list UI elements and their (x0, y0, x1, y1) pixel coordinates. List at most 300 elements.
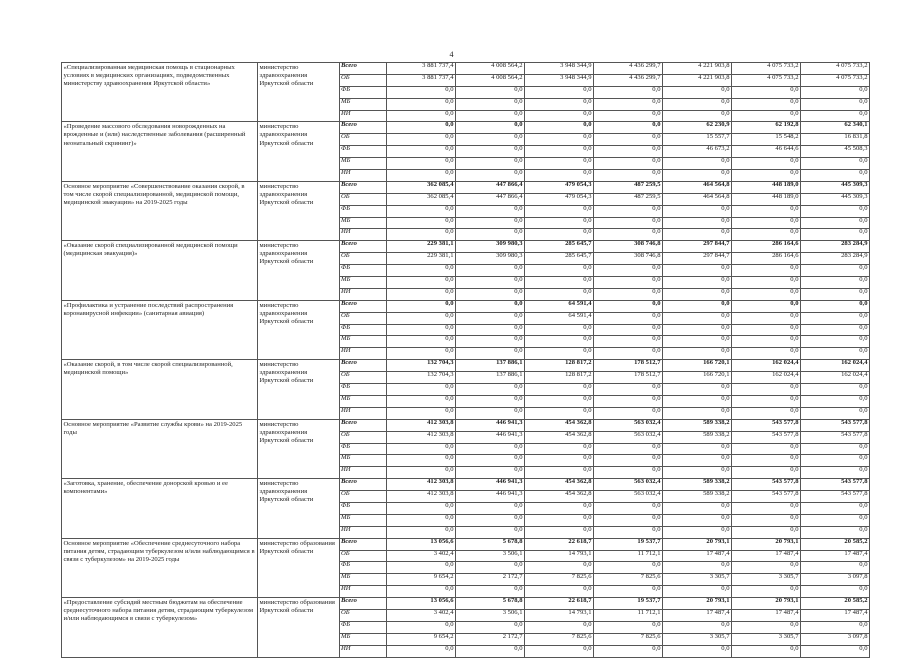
amount-cell: 0,0 (387, 395, 456, 407)
amount-cell: 0,0 (525, 526, 594, 538)
amount-cell: 0,0 (801, 455, 870, 467)
amount-cell: 308 746,8 (594, 241, 663, 253)
amount-cell: 22 618,7 (525, 538, 594, 550)
amount-cell: 446 941,3 (456, 419, 525, 431)
amount-cell: 0,0 (663, 526, 732, 538)
responsible-executor: министерство здравоохранения Иркутской области (258, 122, 340, 181)
amount-cell: 0,0 (801, 348, 870, 360)
amount-cell: 0,0 (801, 158, 870, 170)
amount-cell: 132 704,3 (387, 372, 456, 384)
table-row (62, 598, 870, 610)
amount-cell: 0,0 (387, 312, 456, 324)
amount-cell: 0,0 (387, 205, 456, 217)
funding-source: ФБ (340, 384, 387, 396)
funding-source: ИИ (340, 229, 387, 241)
amount-cell: 0,0 (594, 300, 663, 312)
amount-cell: 454 362,8 (525, 431, 594, 443)
amount-cell: 286 164,6 (732, 241, 801, 253)
funding-source: Всего (340, 419, 387, 431)
amount-cell: 0,0 (663, 407, 732, 419)
amount-cell: 0,0 (387, 467, 456, 479)
amount-cell: 0,0 (801, 384, 870, 396)
amount-cell: 3 305,7 (663, 574, 732, 586)
amount-cell: 446 941,3 (456, 491, 525, 503)
amount-cell: 0,0 (801, 407, 870, 419)
funding-source: ФБ (340, 621, 387, 633)
amount-cell: 543 577,8 (801, 419, 870, 431)
amount-cell: 0,0 (525, 122, 594, 134)
amount-cell: 0,0 (387, 324, 456, 336)
amount-cell: 0,0 (663, 467, 732, 479)
amount-cell: 0,0 (456, 562, 525, 574)
amount-cell: 0,0 (387, 621, 456, 633)
responsible-executor: министерство здравоохранения Иркутской области (258, 181, 340, 240)
table-body (62, 63, 870, 658)
funding-source: ОБ (340, 372, 387, 384)
funding-source: ОБ (340, 193, 387, 205)
amount-cell: 0,0 (732, 455, 801, 467)
amount-cell: 3 305,7 (732, 574, 801, 586)
amount-cell: 464 564,8 (663, 181, 732, 193)
amount-cell: 0,0 (594, 395, 663, 407)
amount-cell: 16 831,8 (801, 134, 870, 146)
amount-cell: 162 024,4 (732, 372, 801, 384)
amount-cell: 0,0 (525, 134, 594, 146)
amount-cell: 0,0 (732, 312, 801, 324)
funding-source: ОБ (340, 609, 387, 621)
amount-cell: 0,0 (594, 562, 663, 574)
amount-cell: 0,0 (732, 98, 801, 110)
amount-cell: 285 645,7 (525, 253, 594, 265)
funding-source: Всего (340, 241, 387, 253)
amount-cell: 0,0 (594, 158, 663, 170)
amount-cell: 166 720,1 (663, 360, 732, 372)
amount-cell: 178 512,7 (594, 360, 663, 372)
amount-cell: 0,0 (801, 467, 870, 479)
amount-cell: 0,0 (525, 645, 594, 657)
amount-cell: 3 948 344,9 (525, 63, 594, 75)
amount-cell: 0,0 (525, 324, 594, 336)
amount-cell: 0,0 (663, 502, 732, 514)
amount-cell: 0,0 (663, 395, 732, 407)
amount-cell: 446 941,3 (456, 479, 525, 491)
amount-cell: 0,0 (732, 502, 801, 514)
amount-cell: 447 866,4 (456, 193, 525, 205)
activity-description: «Заготовка, хранение, обеспечение донорской кровью и ее компонентами» (62, 479, 258, 538)
amount-cell: 0,0 (594, 98, 663, 110)
funding-source: ФБ (340, 146, 387, 158)
funding-source: ИИ (340, 348, 387, 360)
amount-cell: 445 309,3 (801, 181, 870, 193)
amount-cell: 0,0 (594, 324, 663, 336)
amount-cell: 0,0 (525, 265, 594, 277)
amount-cell: 285 645,7 (525, 241, 594, 253)
amount-cell: 0,0 (663, 98, 732, 110)
funding-source: МБ (340, 455, 387, 467)
amount-cell: 445 309,3 (801, 193, 870, 205)
amount-cell: 0,0 (801, 229, 870, 241)
amount-cell: 46 644,6 (732, 146, 801, 158)
amount-cell: 0,0 (525, 455, 594, 467)
budget-table (61, 62, 870, 658)
amount-cell: 308 746,8 (594, 253, 663, 265)
amount-cell: 0,0 (456, 205, 525, 217)
amount-cell: 0,0 (594, 621, 663, 633)
amount-cell: 309 980,3 (456, 241, 525, 253)
amount-cell: 2 172,7 (456, 633, 525, 645)
amount-cell: 0,0 (663, 586, 732, 598)
amount-cell: 0,0 (732, 265, 801, 277)
funding-source: ИИ (340, 526, 387, 538)
amount-cell: 4 221 903,8 (663, 74, 732, 86)
amount-cell: 17 487,4 (732, 550, 801, 562)
amount-cell: 13 056,6 (387, 598, 456, 610)
amount-cell: 0,0 (801, 205, 870, 217)
funding-source: ОБ (340, 253, 387, 265)
amount-cell: 15 557,7 (663, 134, 732, 146)
amount-cell: 0,0 (525, 502, 594, 514)
funding-source: ИИ (340, 288, 387, 300)
amount-cell: 0,0 (456, 86, 525, 98)
amount-cell: 0,0 (456, 312, 525, 324)
amount-cell: 0,0 (732, 110, 801, 122)
amount-cell: 0,0 (387, 586, 456, 598)
amount-cell: 128 817,2 (525, 360, 594, 372)
amount-cell: 229 381,1 (387, 253, 456, 265)
amount-cell: 563 032,4 (594, 479, 663, 491)
amount-cell: 162 024,4 (801, 372, 870, 384)
amount-cell: 0,0 (801, 300, 870, 312)
amount-cell: 0,0 (594, 312, 663, 324)
amount-cell: 0,0 (456, 395, 525, 407)
responsible-executor: министерство здравоохранения Иркутской области (258, 419, 340, 478)
funding-source: ФБ (340, 562, 387, 574)
amount-cell: 0,0 (456, 98, 525, 110)
amount-cell: 0,0 (663, 170, 732, 182)
amount-cell: 4 008 564,2 (456, 63, 525, 75)
amount-cell: 0,0 (594, 514, 663, 526)
amount-cell: 362 085,4 (387, 193, 456, 205)
amount-cell: 0,0 (387, 407, 456, 419)
amount-cell: 0,0 (801, 277, 870, 289)
responsible-executor: министерство образования Иркутской области (258, 598, 340, 657)
amount-cell: 0,0 (525, 146, 594, 158)
amount-cell: 62 192,8 (732, 122, 801, 134)
responsible-executor: министерство здравоохранения Иркутской области (258, 479, 340, 538)
amount-cell: 0,0 (663, 229, 732, 241)
amount-cell: 309 980,3 (456, 253, 525, 265)
amount-cell: 0,0 (801, 395, 870, 407)
amount-cell: 0,0 (663, 384, 732, 396)
amount-cell: 0,0 (801, 312, 870, 324)
amount-cell: 17 487,4 (801, 609, 870, 621)
amount-cell: 20 585,2 (801, 598, 870, 610)
amount-cell: 0,0 (594, 526, 663, 538)
amount-cell: 0,0 (732, 170, 801, 182)
amount-cell: 7 825,6 (525, 633, 594, 645)
amount-cell: 0,0 (594, 110, 663, 122)
amount-cell: 0,0 (387, 348, 456, 360)
amount-cell: 3 097,8 (801, 633, 870, 645)
activity-description: «Проведение массового обследования новорожденных на врожденные и (или) наследственные заболевания (расширенный неонатальный скрининг)» (62, 122, 258, 181)
amount-cell: 283 284,9 (801, 241, 870, 253)
amount-cell: 13 056,6 (387, 538, 456, 550)
amount-cell: 0,0 (801, 110, 870, 122)
amount-cell: 0,0 (801, 502, 870, 514)
amount-cell: 0,0 (456, 586, 525, 598)
amount-cell: 0,0 (456, 514, 525, 526)
amount-cell: 0,0 (732, 384, 801, 396)
amount-cell: 0,0 (801, 288, 870, 300)
amount-cell: 0,0 (387, 288, 456, 300)
funding-source: ИИ (340, 586, 387, 598)
funding-source: Всего (340, 360, 387, 372)
amount-cell: 0,0 (801, 586, 870, 598)
amount-cell: 0,0 (732, 621, 801, 633)
activity-description: «Специализированная медицинская помощь в стационарных условиях в медицинских организациях, подведомственных министерству здравоохранения Иркутской области» (62, 63, 258, 122)
funding-source: ФБ (340, 86, 387, 98)
amount-cell: 412 303,8 (387, 479, 456, 491)
amount-cell: 0,0 (525, 395, 594, 407)
amount-cell: 137 886,1 (456, 360, 525, 372)
activity-description: «Предоставление субсидий местным бюджетам на обеспечение среднесуточного набора питания детям, страдающим туберкулезом и/или наблюдающимся в связи с туберкулезом» (62, 598, 258, 657)
amount-cell: 0,0 (525, 384, 594, 396)
amount-cell: 454 362,8 (525, 491, 594, 503)
amount-cell: 4 075 733,2 (801, 74, 870, 86)
funding-source: ИИ (340, 645, 387, 657)
amount-cell: 0,0 (456, 134, 525, 146)
amount-cell: 0,0 (456, 300, 525, 312)
amount-cell: 0,0 (387, 98, 456, 110)
amount-cell: 0,0 (594, 384, 663, 396)
activity-description: «Оказание скорой специализированной медицинской помощи (медицинская эвакуация)» (62, 241, 258, 300)
amount-cell: 543 577,8 (801, 479, 870, 491)
funding-source: Всего (340, 181, 387, 193)
amount-cell: 0,0 (732, 336, 801, 348)
amount-cell: 412 303,8 (387, 419, 456, 431)
amount-cell: 487 259,5 (594, 193, 663, 205)
amount-cell: 17 487,4 (663, 550, 732, 562)
amount-cell: 0,0 (525, 217, 594, 229)
amount-cell: 0,0 (732, 229, 801, 241)
amount-cell: 0,0 (387, 455, 456, 467)
funding-source: МБ (340, 514, 387, 526)
amount-cell: 17 487,4 (663, 609, 732, 621)
responsible-executor: министерство здравоохранения Иркутской области (258, 241, 340, 300)
amount-cell: 0,0 (801, 265, 870, 277)
amount-cell: 0,0 (456, 526, 525, 538)
amount-cell: 0,0 (594, 217, 663, 229)
amount-cell: 3 881 737,4 (387, 63, 456, 75)
amount-cell: 0,0 (456, 229, 525, 241)
funding-source: ОБ (340, 491, 387, 503)
amount-cell: 0,0 (663, 455, 732, 467)
amount-cell: 0,0 (732, 586, 801, 598)
amount-cell: 0,0 (456, 277, 525, 289)
amount-cell: 0,0 (387, 134, 456, 146)
amount-cell: 0,0 (387, 122, 456, 134)
amount-cell: 128 817,2 (525, 372, 594, 384)
amount-cell: 286 164,6 (732, 253, 801, 265)
amount-cell: 20 793,1 (663, 538, 732, 550)
funding-source: МБ (340, 217, 387, 229)
page-number: 4 (449, 50, 454, 59)
funding-source: Всего (340, 538, 387, 550)
amount-cell: 0,0 (456, 265, 525, 277)
amount-cell: 0,0 (594, 348, 663, 360)
amount-cell: 0,0 (594, 336, 663, 348)
amount-cell: 0,0 (732, 562, 801, 574)
amount-cell: 543 577,8 (732, 431, 801, 443)
amount-cell: 4 075 733,2 (732, 63, 801, 75)
amount-cell: 0,0 (594, 146, 663, 158)
funding-source: МБ (340, 395, 387, 407)
amount-cell: 446 941,3 (456, 431, 525, 443)
amount-cell: 0,0 (387, 229, 456, 241)
amount-cell: 0,0 (801, 170, 870, 182)
funding-source: ИИ (340, 110, 387, 122)
amount-cell: 479 054,3 (525, 181, 594, 193)
amount-cell: 0,0 (387, 384, 456, 396)
funding-source: ФБ (340, 205, 387, 217)
amount-cell: 0,0 (594, 205, 663, 217)
amount-cell: 0,0 (663, 217, 732, 229)
amount-cell: 543 577,8 (801, 491, 870, 503)
funding-source: ИИ (340, 407, 387, 419)
amount-cell: 3 097,8 (801, 574, 870, 586)
amount-cell: 45 508,3 (801, 146, 870, 158)
amount-cell: 64 591,4 (525, 312, 594, 324)
amount-cell: 4 221 903,8 (663, 63, 732, 75)
amount-cell: 0,0 (663, 645, 732, 657)
amount-cell: 589 338,2 (663, 491, 732, 503)
amount-cell: 9 654,2 (387, 574, 456, 586)
amount-cell: 0,0 (594, 277, 663, 289)
amount-cell: 7 825,6 (525, 574, 594, 586)
amount-cell: 19 537,7 (594, 598, 663, 610)
amount-cell: 3 881 737,4 (387, 74, 456, 86)
amount-cell: 11 712,1 (594, 550, 663, 562)
amount-cell: 0,0 (456, 217, 525, 229)
funding-source: ОБ (340, 312, 387, 324)
amount-cell: 0,0 (594, 122, 663, 134)
amount-cell: 543 577,8 (732, 419, 801, 431)
amount-cell: 454 362,8 (525, 479, 594, 491)
amount-cell: 0,0 (387, 170, 456, 182)
amount-cell: 20 793,1 (663, 598, 732, 610)
amount-cell: 0,0 (663, 562, 732, 574)
amount-cell: 0,0 (525, 621, 594, 633)
amount-cell: 9 654,2 (387, 633, 456, 645)
responsible-executor: министерство здравоохранения Иркутской области (258, 63, 340, 122)
amount-cell: 20 793,1 (732, 538, 801, 550)
amount-cell: 0,0 (456, 170, 525, 182)
funding-source: ОБ (340, 74, 387, 86)
amount-cell: 543 577,8 (801, 431, 870, 443)
amount-cell: 0,0 (732, 324, 801, 336)
funding-source: ИИ (340, 467, 387, 479)
amount-cell: 0,0 (525, 110, 594, 122)
amount-cell: 0,0 (663, 324, 732, 336)
amount-cell: 0,0 (594, 86, 663, 98)
amount-cell: 0,0 (525, 277, 594, 289)
amount-cell: 0,0 (387, 336, 456, 348)
amount-cell: 0,0 (594, 265, 663, 277)
activity-description: Основное мероприятие «Совершенствование оказания скорой, в том числе скорой специализированной, медицинской помощи, медицинской эвакуации» на 2019-2025 годы (62, 181, 258, 240)
amount-cell: 0,0 (801, 86, 870, 98)
funding-source: ФБ (340, 502, 387, 514)
amount-cell: 0,0 (525, 586, 594, 598)
funding-source: Всего (340, 122, 387, 134)
amount-cell: 412 303,8 (387, 491, 456, 503)
amount-cell: 19 537,7 (594, 538, 663, 550)
amount-cell: 0,0 (732, 288, 801, 300)
amount-cell: 0,0 (663, 336, 732, 348)
funding-source: ФБ (340, 443, 387, 455)
responsible-executor: министерство здравоохранения Иркутской области (258, 360, 340, 419)
amount-cell: 22 618,7 (525, 598, 594, 610)
funding-source: МБ (340, 336, 387, 348)
amount-cell: 0,0 (594, 586, 663, 598)
amount-cell: 4 075 733,2 (732, 74, 801, 86)
amount-cell: 448 189,0 (732, 181, 801, 193)
amount-cell: 543 577,8 (732, 491, 801, 503)
amount-cell: 0,0 (801, 217, 870, 229)
amount-cell: 0,0 (663, 265, 732, 277)
amount-cell: 17 487,4 (801, 550, 870, 562)
table-row (62, 181, 870, 193)
amount-cell: 0,0 (594, 443, 663, 455)
amount-cell: 0,0 (456, 455, 525, 467)
funding-source: Всего (340, 479, 387, 491)
responsible-executor: министерство образования Иркутской области (258, 538, 340, 597)
responsible-executor: министерство здравоохранения Иркутской области (258, 300, 340, 359)
funding-source: МБ (340, 158, 387, 170)
amount-cell: 0,0 (594, 502, 663, 514)
amount-cell: 0,0 (456, 336, 525, 348)
amount-cell: 0,0 (663, 205, 732, 217)
table-row (62, 360, 870, 372)
amount-cell: 589 338,2 (663, 431, 732, 443)
amount-cell: 0,0 (387, 562, 456, 574)
amount-cell: 7 825,6 (594, 633, 663, 645)
amount-cell: 3 305,7 (663, 633, 732, 645)
amount-cell: 447 866,4 (456, 181, 525, 193)
amount-cell: 3 506,1 (456, 609, 525, 621)
amount-cell: 0,0 (525, 98, 594, 110)
amount-cell: 3 305,7 (732, 633, 801, 645)
amount-cell: 0,0 (732, 407, 801, 419)
amount-cell: 362 085,4 (387, 181, 456, 193)
amount-cell: 0,0 (525, 205, 594, 217)
amount-cell: 4 008 564,2 (456, 74, 525, 86)
amount-cell: 0,0 (663, 443, 732, 455)
amount-cell: 0,0 (456, 467, 525, 479)
amount-cell: 0,0 (525, 467, 594, 479)
table-row (62, 241, 870, 253)
amount-cell: 2 172,7 (456, 574, 525, 586)
table-row (62, 479, 870, 491)
amount-cell: 0,0 (801, 336, 870, 348)
amount-cell: 0,0 (732, 217, 801, 229)
amount-cell: 0,0 (663, 621, 732, 633)
amount-cell: 0,0 (801, 621, 870, 633)
amount-cell: 0,0 (456, 384, 525, 396)
amount-cell: 0,0 (801, 443, 870, 455)
amount-cell: 0,0 (732, 348, 801, 360)
amount-cell: 0,0 (594, 288, 663, 300)
amount-cell: 0,0 (663, 348, 732, 360)
